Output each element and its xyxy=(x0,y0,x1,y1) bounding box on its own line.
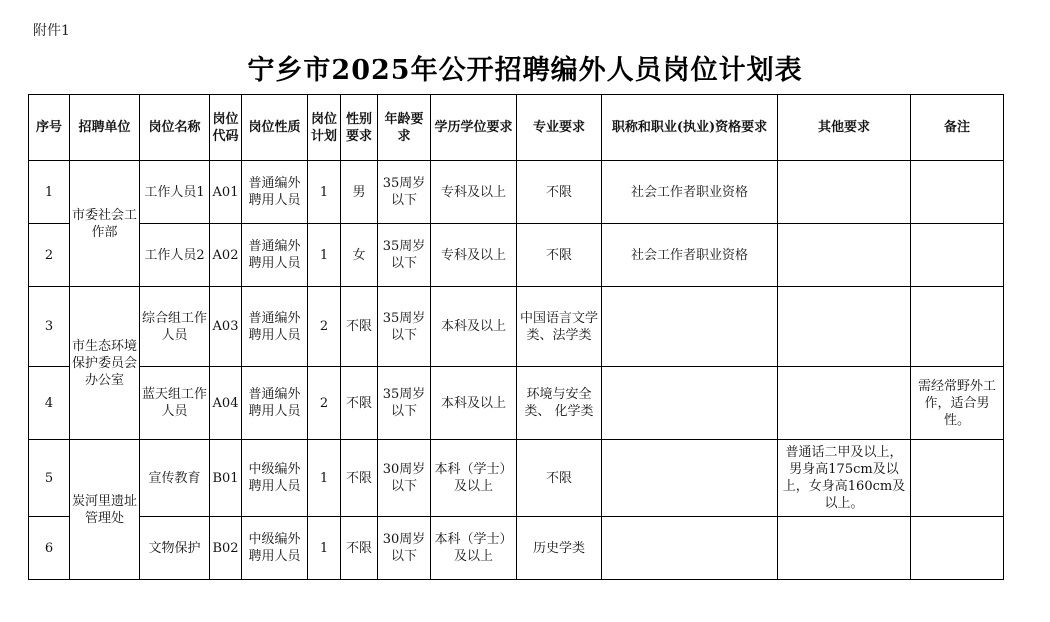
cell-age: 35周岁以下 xyxy=(378,161,431,224)
cell-major: 中国语言文学类、法学类 xyxy=(517,287,602,367)
cell-unit: 市生态环境保护委员会办公室 xyxy=(70,287,140,440)
header-plan: 岗位计划 xyxy=(308,95,341,161)
cell-nature: 普通编外聘用人员 xyxy=(242,224,308,287)
table-row xyxy=(29,287,1004,367)
cell-qualification xyxy=(602,517,778,580)
cell-qualification: 社会工作者职业资格 xyxy=(602,161,778,224)
cell-position: 文物保护 xyxy=(140,517,210,580)
cell-nature: 中级编外聘用人员 xyxy=(242,517,308,580)
cell-code: A03 xyxy=(210,287,242,367)
cell-remark xyxy=(911,161,1004,224)
header-other: 其他要求 xyxy=(778,95,911,161)
header-gender: 性别要求 xyxy=(341,95,378,161)
header-nature: 岗位性质 xyxy=(242,95,308,161)
cell-education: 本科（学士）及以上 xyxy=(431,440,517,517)
cell-education: 本科（学士）及以上 xyxy=(431,517,517,580)
cell-education: 本科及以上 xyxy=(431,287,517,367)
cell-remark xyxy=(911,224,1004,287)
cell-gender: 不限 xyxy=(341,287,378,367)
cell-seq: 6 xyxy=(29,517,70,580)
cell-plan: 1 xyxy=(308,224,341,287)
cell-major: 不限 xyxy=(517,224,602,287)
cell-education: 专科及以上 xyxy=(431,161,517,224)
cell-nature: 普通编外聘用人员 xyxy=(242,367,308,440)
header-seq: 序号 xyxy=(29,95,70,161)
cell-remark: 需经常野外工作，适合男性。 xyxy=(911,367,1004,440)
attachment-label: 附件1 xyxy=(33,23,70,39)
cell-gender: 女 xyxy=(341,224,378,287)
cell-remark xyxy=(911,287,1004,367)
cell-seq: 5 xyxy=(29,440,70,517)
cell-nature: 普通编外聘用人员 xyxy=(242,161,308,224)
table-row xyxy=(29,367,1004,440)
cell-age: 35周岁以下 xyxy=(378,367,431,440)
cell-position: 蓝天组工作人员 xyxy=(140,367,210,440)
cell-other xyxy=(778,367,911,440)
recruitment-plan-table xyxy=(28,94,1004,580)
cell-seq: 4 xyxy=(29,367,70,440)
cell-age: 30周岁以下 xyxy=(378,440,431,517)
cell-position: 工作人员2 xyxy=(140,224,210,287)
cell-gender: 男 xyxy=(341,161,378,224)
cell-other xyxy=(778,161,911,224)
cell-unit: 市委社会工作部 xyxy=(70,161,140,287)
cell-position: 工作人员1 xyxy=(140,161,210,224)
cell-remark xyxy=(911,517,1004,580)
cell-major: 环境与安全类、 化学类 xyxy=(517,367,602,440)
cell-unit: 炭河里遗址管理处 xyxy=(70,440,140,580)
header-qualification: 职称和职业(执业)资格要求 xyxy=(602,95,778,161)
cell-plan: 2 xyxy=(308,287,341,367)
cell-age: 35周岁以下 xyxy=(378,287,431,367)
header-age: 年龄要求 xyxy=(378,95,431,161)
cell-qualification xyxy=(602,440,778,517)
cell-remark xyxy=(911,440,1004,517)
cell-other xyxy=(778,517,911,580)
cell-position: 综合组工作人员 xyxy=(140,287,210,367)
cell-code: A02 xyxy=(210,224,242,287)
cell-seq: 2 xyxy=(29,224,70,287)
cell-education: 专科及以上 xyxy=(431,224,517,287)
table-row xyxy=(29,224,1004,287)
cell-nature: 中级编外聘用人员 xyxy=(242,440,308,517)
cell-major: 历史学类 xyxy=(517,517,602,580)
cell-other: 普通话二甲及以上，男身高175cm及以上，女身高160cm及以上。 xyxy=(778,440,911,517)
cell-code: A04 xyxy=(210,367,242,440)
page-title: 宁乡市2025年公开招聘编外人员岗位计划表 xyxy=(247,55,803,86)
cell-other xyxy=(778,224,911,287)
cell-qualification xyxy=(602,367,778,440)
cell-plan: 2 xyxy=(308,367,341,440)
cell-gender: 不限 xyxy=(341,440,378,517)
cell-major: 不限 xyxy=(517,440,602,517)
cell-age: 30周岁以下 xyxy=(378,517,431,580)
cell-code: B01 xyxy=(210,440,242,517)
table-row xyxy=(29,440,1004,517)
cell-qualification: 社会工作者职业资格 xyxy=(602,224,778,287)
cell-age: 35周岁以下 xyxy=(378,224,431,287)
cell-position: 宣传教育 xyxy=(140,440,210,517)
cell-code: A01 xyxy=(210,161,242,224)
cell-seq: 1 xyxy=(29,161,70,224)
cell-plan: 1 xyxy=(308,161,341,224)
header-position: 岗位名称 xyxy=(140,95,210,161)
table-row xyxy=(29,517,1004,580)
cell-gender: 不限 xyxy=(341,517,378,580)
cell-plan: 1 xyxy=(308,517,341,580)
header-code: 岗位代码 xyxy=(210,95,242,161)
cell-major: 不限 xyxy=(517,161,602,224)
header-remark: 备注 xyxy=(911,95,1004,161)
header-major: 专业要求 xyxy=(517,95,602,161)
header-education: 学历学位要求 xyxy=(431,95,517,161)
cell-other xyxy=(778,287,911,367)
cell-education: 本科及以上 xyxy=(431,367,517,440)
cell-seq: 3 xyxy=(29,287,70,367)
header-unit: 招聘单位 xyxy=(70,95,140,161)
table-row xyxy=(29,161,1004,224)
cell-plan: 1 xyxy=(308,440,341,517)
table-header-row xyxy=(29,95,1004,161)
cell-code: B02 xyxy=(210,517,242,580)
cell-nature: 普通编外聘用人员 xyxy=(242,287,308,367)
cell-gender: 不限 xyxy=(341,367,378,440)
cell-qualification xyxy=(602,287,778,367)
